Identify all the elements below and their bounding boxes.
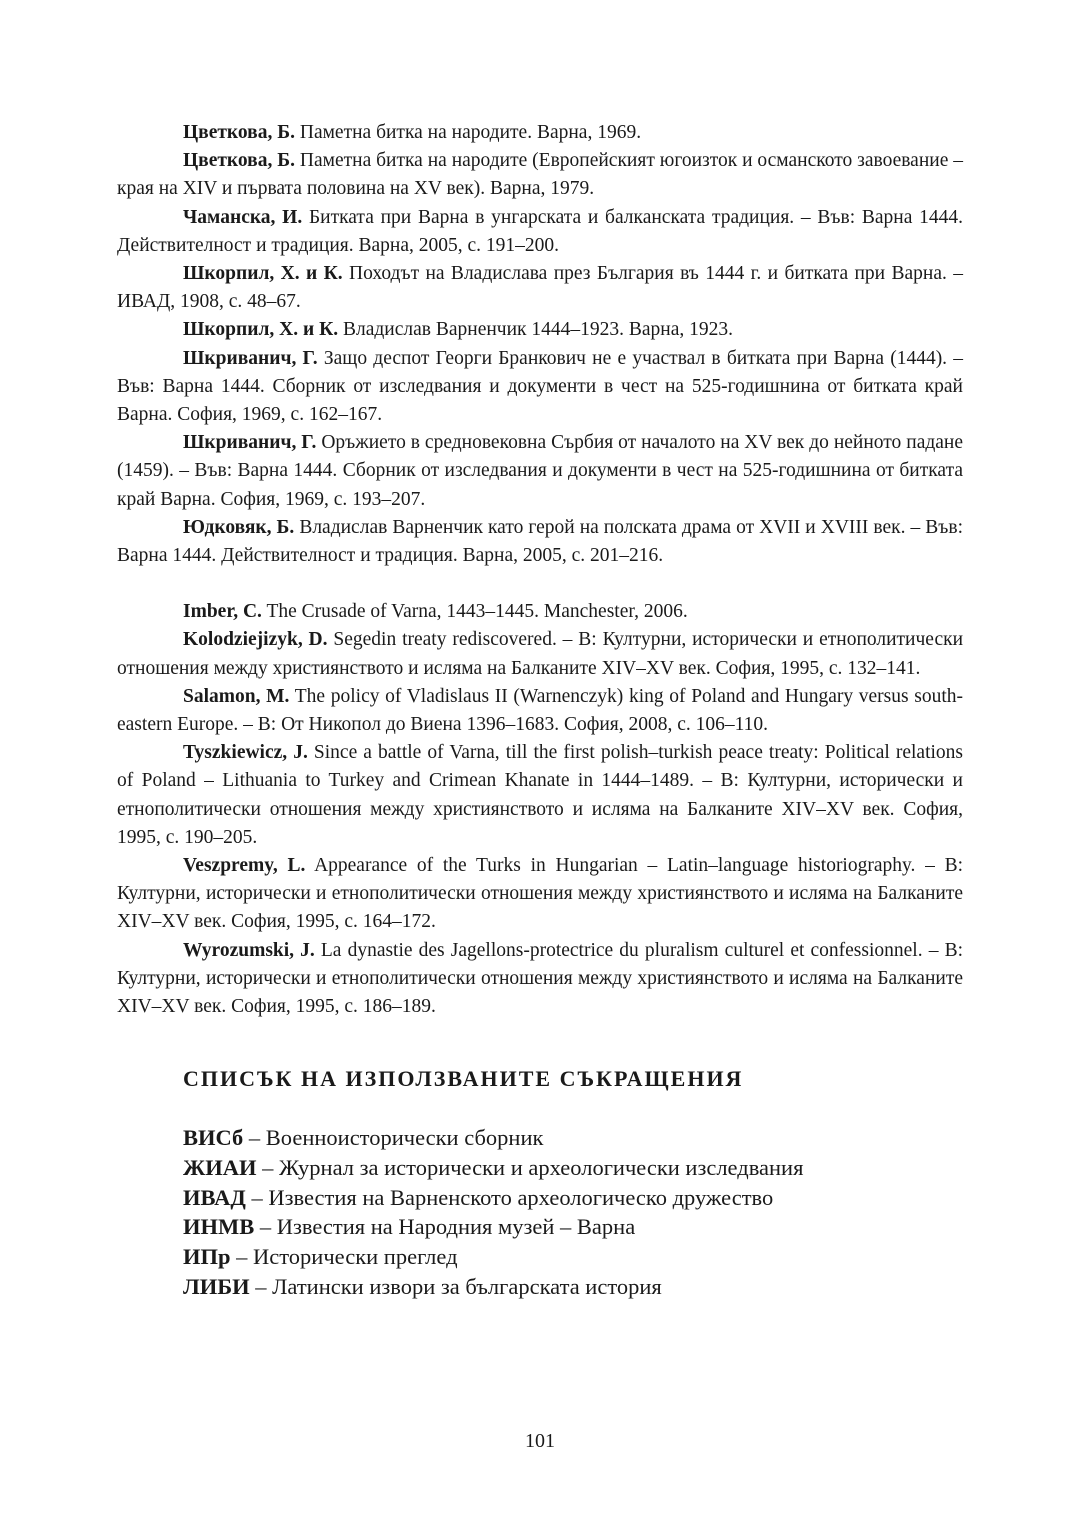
bib-entry <box>117 852 963 937</box>
bib-text: La dynastie des Jagellons-protectrice du pluralism culturel et confessionnel. – В: Културни, исторически и етнополитически отношения между християнството и исляма на Балканите XIV–XV век. София, 1995, с. 186–189. <box>117 939 963 1018</box>
abbreviation-meaning: – Журнал за исторически и археологически изследвания <box>262 1154 804 1180</box>
abbreviations-list <box>183 1123 963 1302</box>
bib-entry <box>117 598 963 626</box>
bib-text: Оръжието в средновековна Сърбия от началото на XV век до нейното падане (1459). – Във: Варна 1444. Сборник от изследвания и документи в чест на 525-годишнина от битката край Варна. София, 1969, с. 193–207. <box>117 432 964 510</box>
bib-entry <box>117 429 963 514</box>
bib-entry <box>117 739 963 852</box>
abbreviation-meaning: – Латински извори за българската история <box>255 1273 662 1299</box>
bib-entry <box>117 147 963 203</box>
bib-text: Владислав Варненчик като герой на полската драма от XVII и XVIII век. – Във: Варна 1444. Действителност и традиция. Варна, 2005, с. 201–216. <box>117 516 963 567</box>
bib-author: Kolodziejizyk, D. <box>183 629 328 651</box>
abbreviation-meaning: – Военноисторически сборник <box>248 1125 544 1150</box>
abbreviation-meaning: – Исторически преглед <box>236 1244 458 1270</box>
bib-author: Tyszkiewicz, J. <box>183 742 308 764</box>
bib-text: Защо деспот Георги Бранкович не е участвал в битката при Варна (1444). – Във: Варна 1444. Сборник от изследвания и документи в чест на 525-годишнина от битката край Варна. София, 1969, с. 162–167. <box>117 347 964 426</box>
abbreviation-code: ЛИБИ <box>183 1273 250 1299</box>
abbreviation-meaning: – Известия на Народния музей – Варна <box>259 1214 636 1240</box>
bib-author: Чаманска, И. <box>183 206 303 228</box>
bib-author: Шкорпил, Х. и К. <box>183 263 343 285</box>
bib-text: Владислав Варненчик 1444–1923. Варна, 1923. <box>342 319 734 341</box>
bib-entry <box>117 260 963 316</box>
abbreviation-code: ИНМВ <box>183 1214 255 1240</box>
bib-entry <box>117 204 963 260</box>
bibliography <box>117 119 963 1021</box>
abbreviation-item <box>183 1183 963 1213</box>
bib-entry <box>117 119 963 147</box>
bib-entry <box>117 937 963 1022</box>
abbreviation-code: ЖИАИ <box>183 1154 257 1180</box>
bib-author: Шкриванич, Г. <box>183 347 318 369</box>
abbreviation-code: ИВАД <box>183 1184 246 1210</box>
bib-author: Imber, C. <box>183 601 262 623</box>
abbreviations-title: СПИСЪК НА ИЗПОЛЗВАНИТЕ СЪКРАЩЕНИЯ <box>183 1066 744 1091</box>
bib-text: Appearance of the Turks in Hungarian – Latin–language historiography. – В: Културни, исторически и етнополитически отношения между християнството и исляма на Балканите XIV–XV век. София, 1995, с. 164–172. <box>117 855 963 933</box>
abbreviation-item <box>183 1123 963 1153</box>
bib-text: The Crusade of Varna, 1443–1445. Manchester, 2006. <box>266 601 688 623</box>
bib-author: Veszpremy, L. <box>183 855 306 877</box>
section-spacer <box>117 570 963 598</box>
abbreviation-item <box>183 1242 963 1272</box>
page-number: 101 <box>525 1430 555 1452</box>
abbreviation-item <box>183 1153 963 1183</box>
bib-text: Битката при Варна в унгарската и балканската традиция. – Във: Варна 1444. Действителност и традиция. Варна, 2005, с. 191–200. <box>117 206 963 256</box>
bib-text: Segedin treaty rediscovered. – В: Културни, исторически и етнополитически отношения между християнството и исляма на Балканите XIV–XV век. София, 1995, с. 132–141. <box>117 629 964 679</box>
bib-entry <box>117 683 963 739</box>
bib-entry <box>117 345 963 430</box>
bib-author: Юдковяк, Б. <box>183 516 295 538</box>
bib-author: Wyrozumski, J. <box>183 939 315 961</box>
bib-text: Since a battle of Varna, till the first polish–turkish peace treaty: Political relations of Poland – Lithuania to Turkey and Crimean Khanate in 1444–1489. – В: Културни, исторически и етнополитически отношения между християнството и исляма на Балканите XIV–XV век. София, 1995, с. 190–205. <box>117 742 963 848</box>
bib-text: Походът на Владислава през България въ 1444 г. и битката при Варна. – ИВАД, 1908, с. 48–67. <box>117 263 964 313</box>
bib-author: Шкриванич, Г. <box>183 432 317 454</box>
bib-entry <box>117 316 963 344</box>
bib-author: Цветкова, Б. <box>183 150 295 172</box>
abbreviation-item <box>183 1212 963 1242</box>
bib-entry <box>117 626 963 682</box>
abbreviation-code: ИПр <box>183 1244 231 1270</box>
abbreviation-meaning: – Известия на Варненското археологическо дружество <box>251 1184 774 1210</box>
bib-author: Salamon, M. <box>183 685 290 707</box>
bib-text: The policy of Vladislaus II (Warnenczyk) king of Poland and Hungary versus south-eastern Europe. – В: От Никопол до Виена 1396–1683. София, 2008, с. 106–110. <box>117 685 964 736</box>
bib-text: Паметна битка на народите (Европейският югоизток и османското завоевание – края на XIV и първата половина на XV век). Варна, 1979. <box>117 150 963 200</box>
bib-entry <box>117 514 963 570</box>
bib-author: Цветкова, Б. <box>183 122 295 143</box>
abbreviation-item <box>183 1272 963 1302</box>
abbreviation-code: ВИСб <box>183 1125 244 1150</box>
bib-text: Паметна битка на народите. Варна, 1969. <box>299 122 642 143</box>
bib-author: Шкорпил, Х. и К. <box>183 319 339 341</box>
